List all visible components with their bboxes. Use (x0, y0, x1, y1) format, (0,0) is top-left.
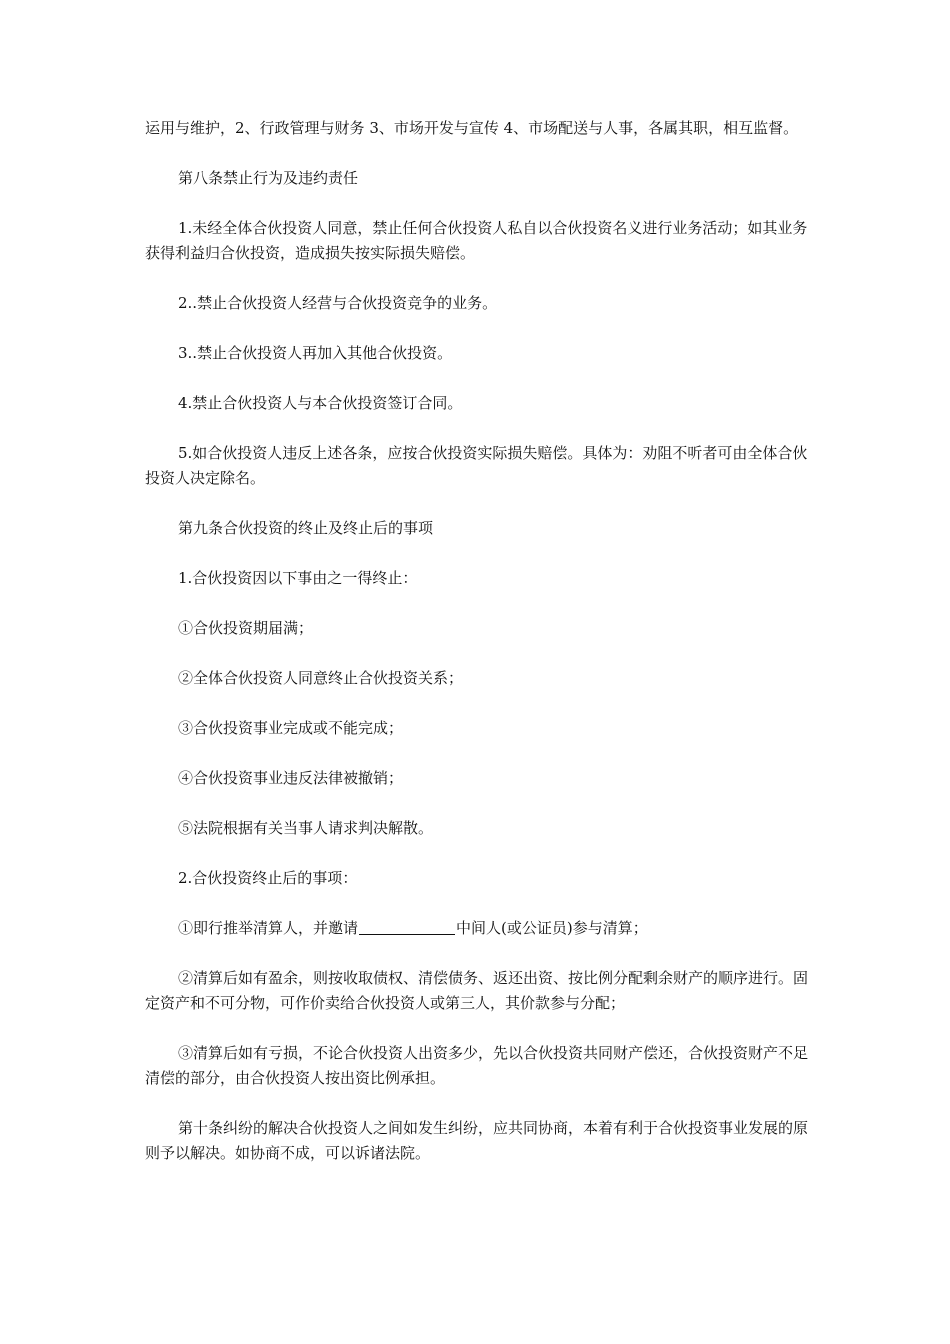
article-8-clause-3: 3..禁止合伙投资人再加入其他合伙投资。 (178, 344, 453, 362)
paragraph-continuation: 运用与维护，2、行政管理与财务 3、市场开发与宣传 4、市场配送与人事，各属其职，相互监督。 (145, 119, 799, 137)
article-9-item-4: ④合伙投资事业违反法律被撤销； (178, 769, 404, 787)
liquidation-item-1 (145, 916, 810, 941)
article-9-heading: 第九条合伙投资的终止及终止后的事项 (178, 519, 434, 537)
article-9-clause-2: 2.合伙投资终止后的事项： (178, 869, 358, 887)
article-8-heading: 第八条禁止行为及违约责任 (178, 169, 359, 187)
fill-in-blank (359, 918, 455, 935)
article-9-item-1: ①合伙投资期届满； (178, 619, 314, 637)
liquidation-text-before: ①即行推举清算人，并邀请 (178, 919, 359, 937)
article-9-item-2: ②全体合伙投资人同意终止合伙投资关系； (178, 669, 464, 687)
article-10: 第十条纠纷的解决合伙投资人之间如发生纠纷，应共同协商，本着有利于合伙投资事业发展的原则予以解决。如协商不成，可以诉诸法院。 (145, 1119, 809, 1162)
liquidation-text-after: 中间人(或公证员)参与清算； (456, 919, 648, 937)
article-8-clause-2: 2..禁止合伙投资人经营与合伙投资竞争的业务。 (178, 294, 498, 312)
article-8-clause-4: 4.禁止合伙投资人与本合伙投资签订合同。 (178, 394, 463, 412)
article-8-clause-5: 5.如合伙投资人违反上述各条，应按合伙投资实际损失赔偿。具体为：劝阻不听者可由全体合伙投资人决定除名。 (145, 444, 808, 487)
document-page (145, 116, 810, 1191)
article-9-clause-1: 1.合伙投资因以下事由之一得终止： (178, 569, 418, 587)
article-9-item-3: ③合伙投资事业完成或不能完成； (178, 719, 404, 737)
article-8-clause-1: 1.未经全体合伙投资人同意，禁止任何合伙投资人私自以合伙投资名义进行业务活动；如其业务获得利益归合伙投资，造成损失按实际损失赔偿。 (145, 219, 808, 262)
liquidation-item-3: ③清算后如有亏损，不论合伙投资人出资多少，先以合伙投资共同财产偿还，合伙投资财产不足清偿的部分，由合伙投资人按出资比例承担。 (145, 1044, 809, 1087)
liquidation-item-2: ②清算后如有盈余，则按收取债权、清偿债务、返还出资、按比例分配剩余财产的顺序进行。固定资产和不可分物，可作价卖给合伙投资人或第三人，其价款参与分配； (145, 969, 809, 1012)
article-9-item-5: ⑤法院根据有关当事人请求判决解散。 (178, 819, 434, 837)
